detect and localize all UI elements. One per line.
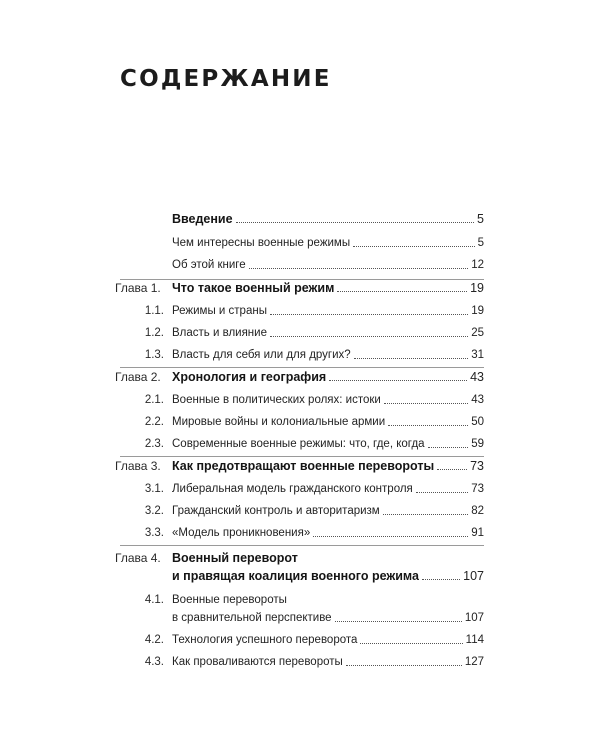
- leader-dots: [388, 424, 468, 426]
- chapter-label: Глава 1.: [115, 281, 161, 295]
- toc-section[interactable]: [0, 652, 600, 672]
- chapter-page: 19: [470, 281, 484, 295]
- section-page: 91: [471, 527, 484, 539]
- section-number: 2.3.: [144, 438, 164, 450]
- chapter-label: Глава 3.: [115, 459, 161, 473]
- section-title: Власть для себя или для других?: [172, 349, 351, 361]
- section-number: 1.2.: [144, 327, 164, 339]
- section-title: Власть и влияние: [172, 327, 267, 339]
- chapter-page: 43: [470, 370, 484, 384]
- section-page: 73: [471, 483, 484, 495]
- section-title: Режимы и страны: [172, 305, 267, 317]
- chapter-page: 73: [470, 459, 484, 473]
- toc-section[interactable]: [0, 345, 600, 365]
- leader-dots: [354, 357, 469, 359]
- toc-entry-page: 5: [477, 237, 484, 249]
- section-number: 2.2.: [144, 416, 164, 428]
- leader-dots: [329, 379, 467, 381]
- section-page: 127: [464, 656, 484, 668]
- leader-dots: [383, 513, 468, 515]
- chapter-title: Как предотвращают военные перевороты: [172, 459, 435, 473]
- section-title: Военные в политических ролях: истоки: [172, 394, 381, 406]
- section-page: 82: [471, 505, 484, 517]
- section-title: Мировые войны и колониальные армии: [172, 416, 386, 428]
- toc-entry-title: Об этой книге: [172, 259, 246, 271]
- chapter-title-line1: Военный переворот: [172, 551, 298, 565]
- toc-section[interactable]: [0, 390, 600, 410]
- section-page: 59: [471, 438, 484, 450]
- section-title: Современные военные режимы: что, где, когда: [172, 438, 425, 450]
- section-number: 3.1.: [144, 483, 164, 495]
- page-title: СОДЕРЖАНИЕ: [120, 66, 332, 92]
- leader-dots: [337, 290, 467, 292]
- leader-dots: [360, 642, 462, 644]
- toc-chapter-2[interactable]: [0, 367, 600, 387]
- toc-section[interactable]: [0, 501, 600, 521]
- section-number: 4.2.: [144, 634, 164, 646]
- leader-dots: [437, 468, 467, 470]
- toc-chapter-3[interactable]: [0, 456, 600, 476]
- section-page: 25: [471, 327, 484, 339]
- leader-dots: [270, 313, 468, 315]
- leader-dots: [249, 267, 469, 269]
- section-title: «Модель проникновения»: [172, 527, 311, 539]
- leader-dots: [384, 402, 468, 404]
- toc-section[interactable]: [0, 523, 600, 543]
- toc-entry-intro-item[interactable]: [0, 255, 600, 275]
- section-page: 43: [471, 394, 484, 406]
- section-page: 107: [464, 612, 484, 624]
- section-number: 1.3.: [144, 349, 164, 361]
- toc-entry-title: Чем интересны военные режимы: [172, 237, 351, 249]
- toc-section[interactable]: [0, 630, 600, 650]
- section-page: 31: [471, 349, 484, 361]
- chapter-label: Глава 2.: [115, 370, 161, 384]
- section-number: 2.1.: [144, 394, 164, 406]
- chapter-label: Глава 4.: [115, 551, 161, 565]
- leader-dots: [416, 491, 468, 493]
- toc-section[interactable]: [0, 301, 600, 321]
- toc-section[interactable]: [0, 323, 600, 343]
- toc-section[interactable]: [0, 479, 600, 499]
- toc-section[interactable]: [0, 412, 600, 432]
- section-title-line2: в сравнительной перспективе: [172, 612, 332, 624]
- toc-section[interactable]: [0, 594, 600, 628]
- chapter-page: 107: [463, 569, 484, 583]
- section-number: 1.1.: [144, 305, 164, 317]
- leader-dots: [313, 535, 468, 537]
- leader-dots: [428, 446, 469, 448]
- section-title: Как проваливаются перевороты: [172, 656, 343, 668]
- leader-dots: [422, 578, 460, 580]
- toc-section[interactable]: [0, 434, 600, 454]
- section-number: 4.1.: [144, 594, 164, 606]
- toc-entry-intro-item[interactable]: [0, 233, 600, 253]
- section-page: 114: [465, 634, 484, 646]
- section-title: Гражданский контроль и авторитаризм: [172, 505, 380, 517]
- section-divider: [120, 545, 484, 546]
- section-number: 3.3.: [144, 527, 164, 539]
- toc-chapter-1[interactable]: [0, 278, 600, 298]
- section-page: 19: [471, 305, 484, 317]
- section-title: Либеральная модель гражданского контроля: [172, 483, 413, 495]
- section-number: 4.3.: [144, 656, 164, 668]
- leader-dots: [353, 245, 474, 247]
- section-number: 3.2.: [144, 505, 164, 517]
- chapter-title: Что такое военный режим: [172, 281, 335, 295]
- toc-entry-page: 12: [471, 259, 484, 271]
- leader-dots: [335, 620, 462, 622]
- section-title-line1: Военные перевороты: [172, 594, 287, 606]
- leader-dots: [346, 664, 462, 666]
- section-page: 50: [471, 416, 484, 428]
- toc-entry-page: 5: [477, 212, 484, 226]
- toc-entry-intro[interactable]: [0, 209, 600, 229]
- chapter-title: Хронология и география: [172, 370, 327, 384]
- chapter-title-line2: и правящая коалиция военного режима: [172, 569, 419, 583]
- toc-chapter-4[interactable]: [0, 551, 600, 586]
- section-title: Технология успешного переворота: [172, 634, 358, 646]
- leader-dots: [270, 335, 468, 337]
- toc-entry-title: Введение: [172, 212, 233, 226]
- leader-dots: [236, 221, 474, 223]
